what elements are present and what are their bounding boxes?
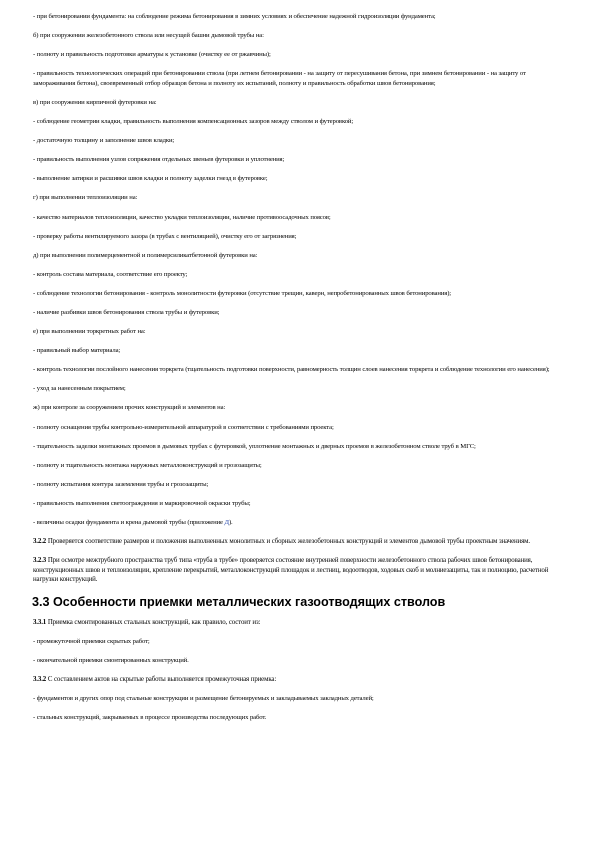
list-item: - фундаментов и других опор под стальные конструкции и размещение бетонируемых и закладываемых закладных деталей;	[33, 694, 374, 702]
list-item	[33, 518, 563, 528]
list-item: - полноту и правильность подготовки арматуры к установке (очистку ее от ржавчины);	[33, 51, 271, 59]
clause-number: 3.3.1	[33, 618, 47, 626]
clause-text: При осмотре межтрубного пространства труб типа «труба в трубе» проверяется состояние внутренней поверхности железобетонного ствола рабочих швов бетонирования, конструкционных швов и теплоизоляции, крепление перекрытий, металлоконструкций площадок и лестниц, водоотводов, ходовых скоб и молниезащиты, так и полноцию, расчетной нагрузки конструкций.	[33, 557, 549, 584]
clause-3-3-1	[33, 618, 563, 628]
list-item: - выполнение затирки и расшивки швов кладки и полноту заделки гнезд в футеровке;	[33, 175, 268, 183]
list-item: - полноту испытания контура заземления трубы и грозозащиты;	[33, 480, 209, 488]
clause-number: 3.2.2	[33, 538, 47, 546]
list-item: - полноту оснащения трубы контрольно-измерительной аппаратурой в соответствии с требованиями проекта;	[33, 423, 334, 431]
list-item: - наличие разбивки швов бетонирования ствола трубы и футеровки;	[33, 309, 220, 316]
list-item-text-end: ).	[228, 519, 233, 527]
list-heading: д) при выполнении полимерцементной и полимерсиликатбетонной футеровки на:	[33, 251, 258, 259]
list-item: - контроль технологии послойного нанесения торкрета (тщательность подготовки поверхности, равномерность толщин слоев нанесения торкрета и соблюдение технологии его нанесения);	[33, 366, 550, 374]
section-heading-3-3: 3.3 Особенности приемки металлических газоотводящих стволов	[32, 594, 446, 609]
list-item: - проверку работы вентилируемого зазора (в трубах с вентиляцией), очистку его от загрязнения;	[33, 232, 297, 240]
list-heading: б) при сооружении железобетонного ствола или несущей башни дымовой трубы на:	[33, 32, 264, 40]
list-item-text: - величины осадки фундамента и крена дымовой трубы (приложение	[33, 519, 225, 527]
list-item: - соблюдение геометрии кладки, правильность выполнения компенсационных зазоров между стволом и футеровкой;	[33, 118, 354, 126]
clause-3-3-2	[33, 675, 563, 685]
list-heading: е) при выполнении торкретных работ на:	[33, 328, 146, 336]
list-item: - контроль состава материала, соответствие его проекту;	[33, 270, 188, 278]
clause-3-2-2	[33, 537, 563, 547]
clause-text: С составлением актов на скрытые работы выполняется промежуточная приемка:	[46, 675, 277, 683]
list-item: - полноту и тщательность монтажа наружных металлоконструкций и грозозащиты;	[33, 461, 262, 469]
list-item: - правильность технологических операций при бетонировании ствола (при летнем бетонировании - на защиту от пересушивания бетона, при зимнем бетонировании - на защиту от замораживания бетона), своевременный отбор образцов бетона и полноту их испытаний, полноту и правильность обработки швов бетонирования;	[33, 70, 526, 87]
list-item: - соблюдение технологии бетонирования - контроль монолитности футеровки (отсутствие трещин, каверн, непробетонированных швов бетонирования);	[33, 289, 452, 297]
list-item: - окончательной приемки смонтированных конструкций.	[33, 656, 189, 664]
clause-3-2-3	[33, 556, 563, 585]
list-item: - промежуточной приемки скрытых работ;	[33, 637, 150, 645]
document-page	[33, 12, 563, 732]
list-item: - правильность выполнения узлов сопряжения отдельных звеньев футеровки и уплотнения;	[33, 156, 285, 164]
list-item: - достаточную толщину и заполнение швов кладки;	[33, 137, 175, 145]
list-item: - тщательность заделки монтажных проемов в дымовых трубах с футеровкой, уплотнение монтажных и дверных проемов в железобетонном стволе труб в МГС;	[33, 442, 476, 450]
clause-number: 3.3.2	[33, 675, 47, 683]
list-item: - правильный выбор материала;	[33, 347, 121, 355]
list-item: - качество материалов теплоизоляции, качество укладки теплоизоляции, наличие противоосадочных поясов;	[33, 213, 331, 221]
paragraph: - при бетонировании фундамента: на соблюдение режима бетонирования в зимних условиях и обеспечение надежной гидроизоляции фундамента;	[33, 13, 436, 20]
list-heading: ж) при контроле за сооружением прочих конструкций и элементов на:	[33, 404, 226, 412]
list-heading: в) при сооружении кирпичной футеровки на:	[33, 98, 157, 106]
clause-number: 3.2.3	[33, 557, 47, 565]
list-heading: г) при выполнении теплоизоляции на:	[33, 194, 138, 202]
clause-text: Проверяется соответствие размеров и положения выполненных монолитных и сборных железобетонных конструкций и элементов дымовой трубы проектным значениям.	[46, 538, 530, 546]
appendix-d-link[interactable]: Д	[224, 519, 229, 527]
list-item: - правильность выполнения светоограждения и маркировочной окраски трубы;	[33, 499, 251, 507]
list-item: - уход за нанесенным покрытием;	[33, 385, 126, 393]
list-item: - стальных конструкций, закрываемых в процессе производства последующих работ.	[33, 713, 267, 721]
clause-text: Приемка смонтированных стальных конструкций, как правило, состоит из:	[46, 618, 261, 626]
